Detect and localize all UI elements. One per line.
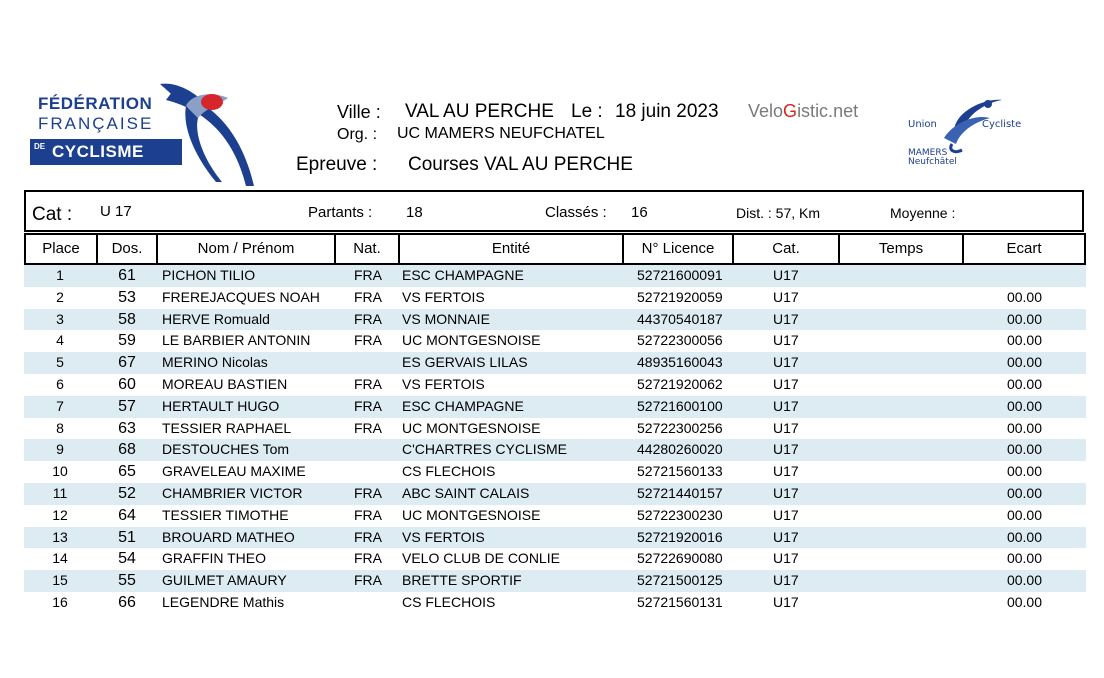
uc-logo-neufchatel: Neufchâtel: [908, 157, 957, 167]
org-value: UC MAMERS NEUFCHATEL: [397, 125, 605, 142]
cell-ecart: 00.00: [1006, 310, 1042, 327]
cell-entite: ESC CHAMPAGNE: [402, 397, 524, 414]
table-row: [24, 439, 1086, 461]
col-nom-prenom: Nom / Prénom: [158, 235, 336, 263]
cell-cat: U17: [773, 441, 799, 458]
cell-entite: VS FERTOIS: [402, 528, 485, 545]
brand-part2: G: [783, 101, 798, 121]
col-dos: Dos.: [98, 235, 158, 263]
table-row: [24, 418, 1086, 440]
cell-licence: 52721600100: [637, 397, 723, 414]
cell-entite: VS FERTOIS: [402, 375, 485, 392]
cell-nom-prenom: GRAVELEAU MAXIME: [162, 463, 306, 480]
table-row: [24, 570, 1086, 592]
cell-licence: 44280260020: [637, 441, 723, 458]
cell-ecart: 00.00: [1006, 484, 1042, 501]
cell-place: 11: [52, 484, 68, 501]
race-info-box: [24, 190, 1084, 232]
table-row: [24, 374, 1086, 396]
cell-licence: 48935160043: [637, 354, 723, 371]
table-row: [24, 483, 1086, 505]
cell-ecart: 00.00: [1006, 528, 1042, 545]
cell-place: 9: [56, 441, 64, 458]
cell-dos: 51: [118, 528, 136, 546]
cell-place: 5: [56, 354, 64, 371]
cell-dos: 57: [118, 397, 136, 415]
brand-part1: Velo: [748, 101, 784, 121]
table-row: [24, 548, 1086, 570]
date-value: 18 juin 2023: [615, 101, 719, 122]
cell-nom-prenom: TESSIER TIMOTHE: [162, 506, 289, 523]
cell-entite: UC MONTGESNOISE: [402, 506, 541, 523]
cell-licence: 52722300056: [637, 332, 723, 349]
table-row: [24, 505, 1086, 527]
cell-dos: 68: [118, 441, 136, 459]
cell-ecart: 00.00: [1006, 463, 1042, 480]
moyenne-label: Moyenne :: [890, 205, 956, 221]
cell-entite: CS FLECHOIS: [402, 463, 496, 480]
ffc-swoosh-icon: [156, 78, 266, 188]
cell-nom-prenom: MOREAU BASTIEN: [162, 375, 288, 392]
cell-place: 8: [56, 419, 64, 436]
cell-dos: 53: [118, 288, 136, 306]
cell-cat: U17: [773, 375, 799, 392]
cell-cat: U17: [773, 267, 799, 283]
cell-entite: BRETTE SPORTIF: [402, 572, 522, 589]
cell-nom-prenom: BROUARD MATHEO: [162, 528, 295, 545]
partants-label: Partants :: [308, 204, 373, 221]
cell-licence: 52721440157: [637, 484, 723, 501]
cell-nom-prenom: FREREJACQUES NOAH: [162, 288, 320, 305]
table-row: [24, 461, 1086, 483]
cell-nat: FRA: [354, 375, 382, 392]
cell-licence: 44370540187: [637, 310, 723, 327]
table-row: [24, 527, 1086, 549]
cell-nat: FRA: [354, 310, 382, 327]
cell-licence: 52721920062: [637, 375, 723, 392]
cell-cat: U17: [773, 397, 799, 414]
cell-cat: U17: [773, 288, 799, 305]
uc-logo-mamers: MAMERS: [908, 148, 948, 158]
cell-place: 4: [56, 332, 64, 349]
cell-ecart: 00.00: [1006, 550, 1042, 567]
cell-cat: U17: [773, 506, 799, 523]
cell-place: 13: [52, 528, 68, 545]
cell-dos: 58: [118, 310, 136, 328]
cell-nom-prenom: GRAFFIN THEO: [162, 550, 266, 567]
epreuve-value: Courses VAL AU PERCHE: [408, 154, 633, 175]
cell-cat: U17: [773, 528, 799, 545]
table-row: [24, 352, 1086, 374]
col-cat: Cat.: [734, 235, 840, 263]
cell-licence: 52721560131: [637, 593, 723, 610]
cell-dos: 66: [118, 593, 136, 611]
cell-licence: 52721920059: [637, 288, 723, 305]
cell-place: 6: [56, 375, 64, 392]
category-label: Cat :: [32, 204, 73, 225]
cell-nom-prenom: TESSIER RAPHAEL: [162, 419, 292, 436]
table-row: [24, 330, 1086, 352]
partants-value: 18: [406, 204, 423, 221]
cell-place: 12: [52, 506, 68, 523]
cell-place: 2: [56, 288, 64, 305]
cell-ecart: 00.00: [1006, 397, 1042, 414]
cell-cat: U17: [773, 484, 799, 501]
cell-nat: FRA: [354, 419, 382, 436]
uc-logo-cycliste: Cycliste: [982, 119, 1022, 130]
cell-licence: 52722690080: [637, 550, 723, 567]
cell-dos: 67: [118, 354, 136, 372]
cell-entite: ES GERVAIS LILAS: [402, 354, 528, 371]
results-column-header: [24, 233, 1086, 265]
cell-cat: U17: [773, 354, 799, 371]
cell-entite: CS FLECHOIS: [402, 593, 496, 610]
cell-nat: FRA: [354, 288, 382, 305]
ffc-logo-line2: FRANÇAISE: [38, 114, 154, 133]
cell-nat: FRA: [354, 572, 382, 589]
cell-place: 16: [52, 593, 68, 610]
table-row: [24, 592, 1086, 614]
cell-ecart: 00.00: [1006, 354, 1042, 371]
cell-entite: UC MONTGESNOISE: [402, 419, 541, 436]
uc-logo-union: Union: [908, 119, 937, 130]
ffc-logo-line3: CYCLISME: [52, 142, 144, 161]
cell-nat: FRA: [354, 550, 382, 567]
ville-value: VAL AU PERCHE: [405, 101, 554, 122]
cell-licence: 52721560133: [637, 463, 723, 480]
cell-cat: U17: [773, 419, 799, 436]
cell-cat: U17: [773, 593, 799, 610]
cell-place: 15: [52, 572, 68, 589]
col-ecart: Ecart: [1006, 240, 1042, 257]
cell-dos: 65: [118, 463, 136, 481]
cell-dos: 64: [118, 506, 136, 524]
ffc-logo: [30, 78, 266, 188]
velogistic-brand: [748, 101, 858, 122]
cell-cat: U17: [773, 572, 799, 589]
results-table-body: [24, 265, 1086, 614]
cell-cat: U17: [773, 332, 799, 349]
cell-licence: 52721500125: [637, 572, 723, 589]
category-value: U 17: [100, 203, 132, 220]
epreuve-label: Epreuve :: [296, 154, 378, 175]
cell-ecart: 00.00: [1006, 419, 1042, 436]
uc-mamers-logo: [904, 92, 1044, 168]
cell-cat: U17: [773, 310, 799, 327]
cell-ecart: 00.00: [1006, 441, 1042, 458]
col-entite: Entité: [400, 235, 624, 263]
cell-licence: 52721600091: [637, 267, 723, 283]
cell-cat: U17: [773, 463, 799, 480]
cell-ecart: 00.00: [1006, 332, 1042, 349]
ffc-logo-de: DE: [34, 142, 46, 151]
cell-dos: 61: [118, 267, 136, 284]
cell-place: 7: [56, 397, 64, 414]
cell-nat: FRA: [354, 267, 382, 283]
cell-place: 3: [56, 310, 64, 327]
cell-dos: 59: [118, 332, 136, 350]
cell-licence: 52722300256: [637, 419, 723, 436]
cell-nom-prenom: DESTOUCHES Tom: [162, 441, 290, 458]
cell-nom-prenom: MERINO Nicolas: [162, 354, 268, 371]
cell-place: 1: [56, 267, 64, 283]
cell-nom-prenom: LE BARBIER ANTONIN: [162, 332, 311, 349]
ffc-logo-band: [30, 139, 182, 165]
date-label: Le :: [571, 101, 603, 122]
cell-entite: C'CHARTRES CYCLISME: [402, 441, 567, 458]
cell-entite: VS MONNAIE: [402, 310, 490, 327]
cell-nom-prenom: LEGENDRE Mathis: [162, 593, 285, 610]
cell-nat: FRA: [354, 484, 382, 501]
cell-nat: FRA: [354, 332, 382, 349]
col-nat: Nat.: [336, 235, 400, 263]
col-temps: Temps: [840, 235, 964, 263]
cell-cat: U17: [773, 550, 799, 567]
table-row: [24, 309, 1086, 331]
cell-entite: UC MONTGESNOISE: [402, 332, 541, 349]
ffc-logo-line1: FÉDÉRATION: [38, 94, 153, 113]
cell-nat: FRA: [354, 397, 382, 414]
table-row: [24, 265, 1086, 287]
cell-entite: VS FERTOIS: [402, 288, 485, 305]
table-row: [24, 396, 1086, 418]
cell-nom-prenom: GUILMET AMAURY: [162, 572, 287, 589]
cell-ecart: 00.00: [1006, 375, 1042, 392]
cell-ecart: 00.00: [1006, 288, 1042, 305]
classes-value: 16: [631, 204, 648, 221]
cell-nom-prenom: HERVE Romuald: [162, 310, 270, 327]
cell-dos: 60: [118, 375, 136, 393]
distance-value: Dist. : 57, Km: [736, 205, 821, 221]
cell-nom-prenom: CHAMBRIER VICTOR: [162, 484, 303, 501]
cell-dos: 52: [118, 484, 136, 502]
cell-nat: FRA: [354, 528, 382, 545]
cell-place: 14: [52, 550, 68, 567]
cell-dos: 55: [118, 572, 136, 590]
cell-entite: ESC CHAMPAGNE: [402, 267, 524, 283]
brand-part3: istic.net: [797, 101, 859, 121]
classes-label: Classés :: [545, 204, 607, 221]
table-row: [24, 287, 1086, 309]
cell-place: 10: [52, 463, 68, 480]
col-place: Place: [26, 235, 98, 263]
cell-entite: ABC SAINT CALAIS: [402, 484, 530, 501]
cell-dos: 63: [118, 419, 136, 437]
ville-label: Ville :: [337, 102, 381, 122]
cell-ecart: 00.00: [1006, 506, 1042, 523]
cell-entite: VELO CLUB DE CONLIE: [402, 550, 560, 567]
cell-licence: 52721920016: [637, 528, 723, 545]
cell-nat: FRA: [354, 506, 382, 523]
col-licence: N° Licence: [624, 235, 734, 263]
cell-licence: 52722300230: [637, 506, 723, 523]
cell-dos: 54: [118, 550, 136, 568]
cell-ecart: 00.00: [1006, 572, 1042, 589]
cell-nom-prenom: PICHON TILIO: [162, 267, 256, 283]
org-label: Org. :: [337, 126, 378, 143]
cell-ecart: 00.00: [1006, 593, 1042, 610]
cell-nom-prenom: HERTAULT HUGO: [162, 397, 280, 414]
